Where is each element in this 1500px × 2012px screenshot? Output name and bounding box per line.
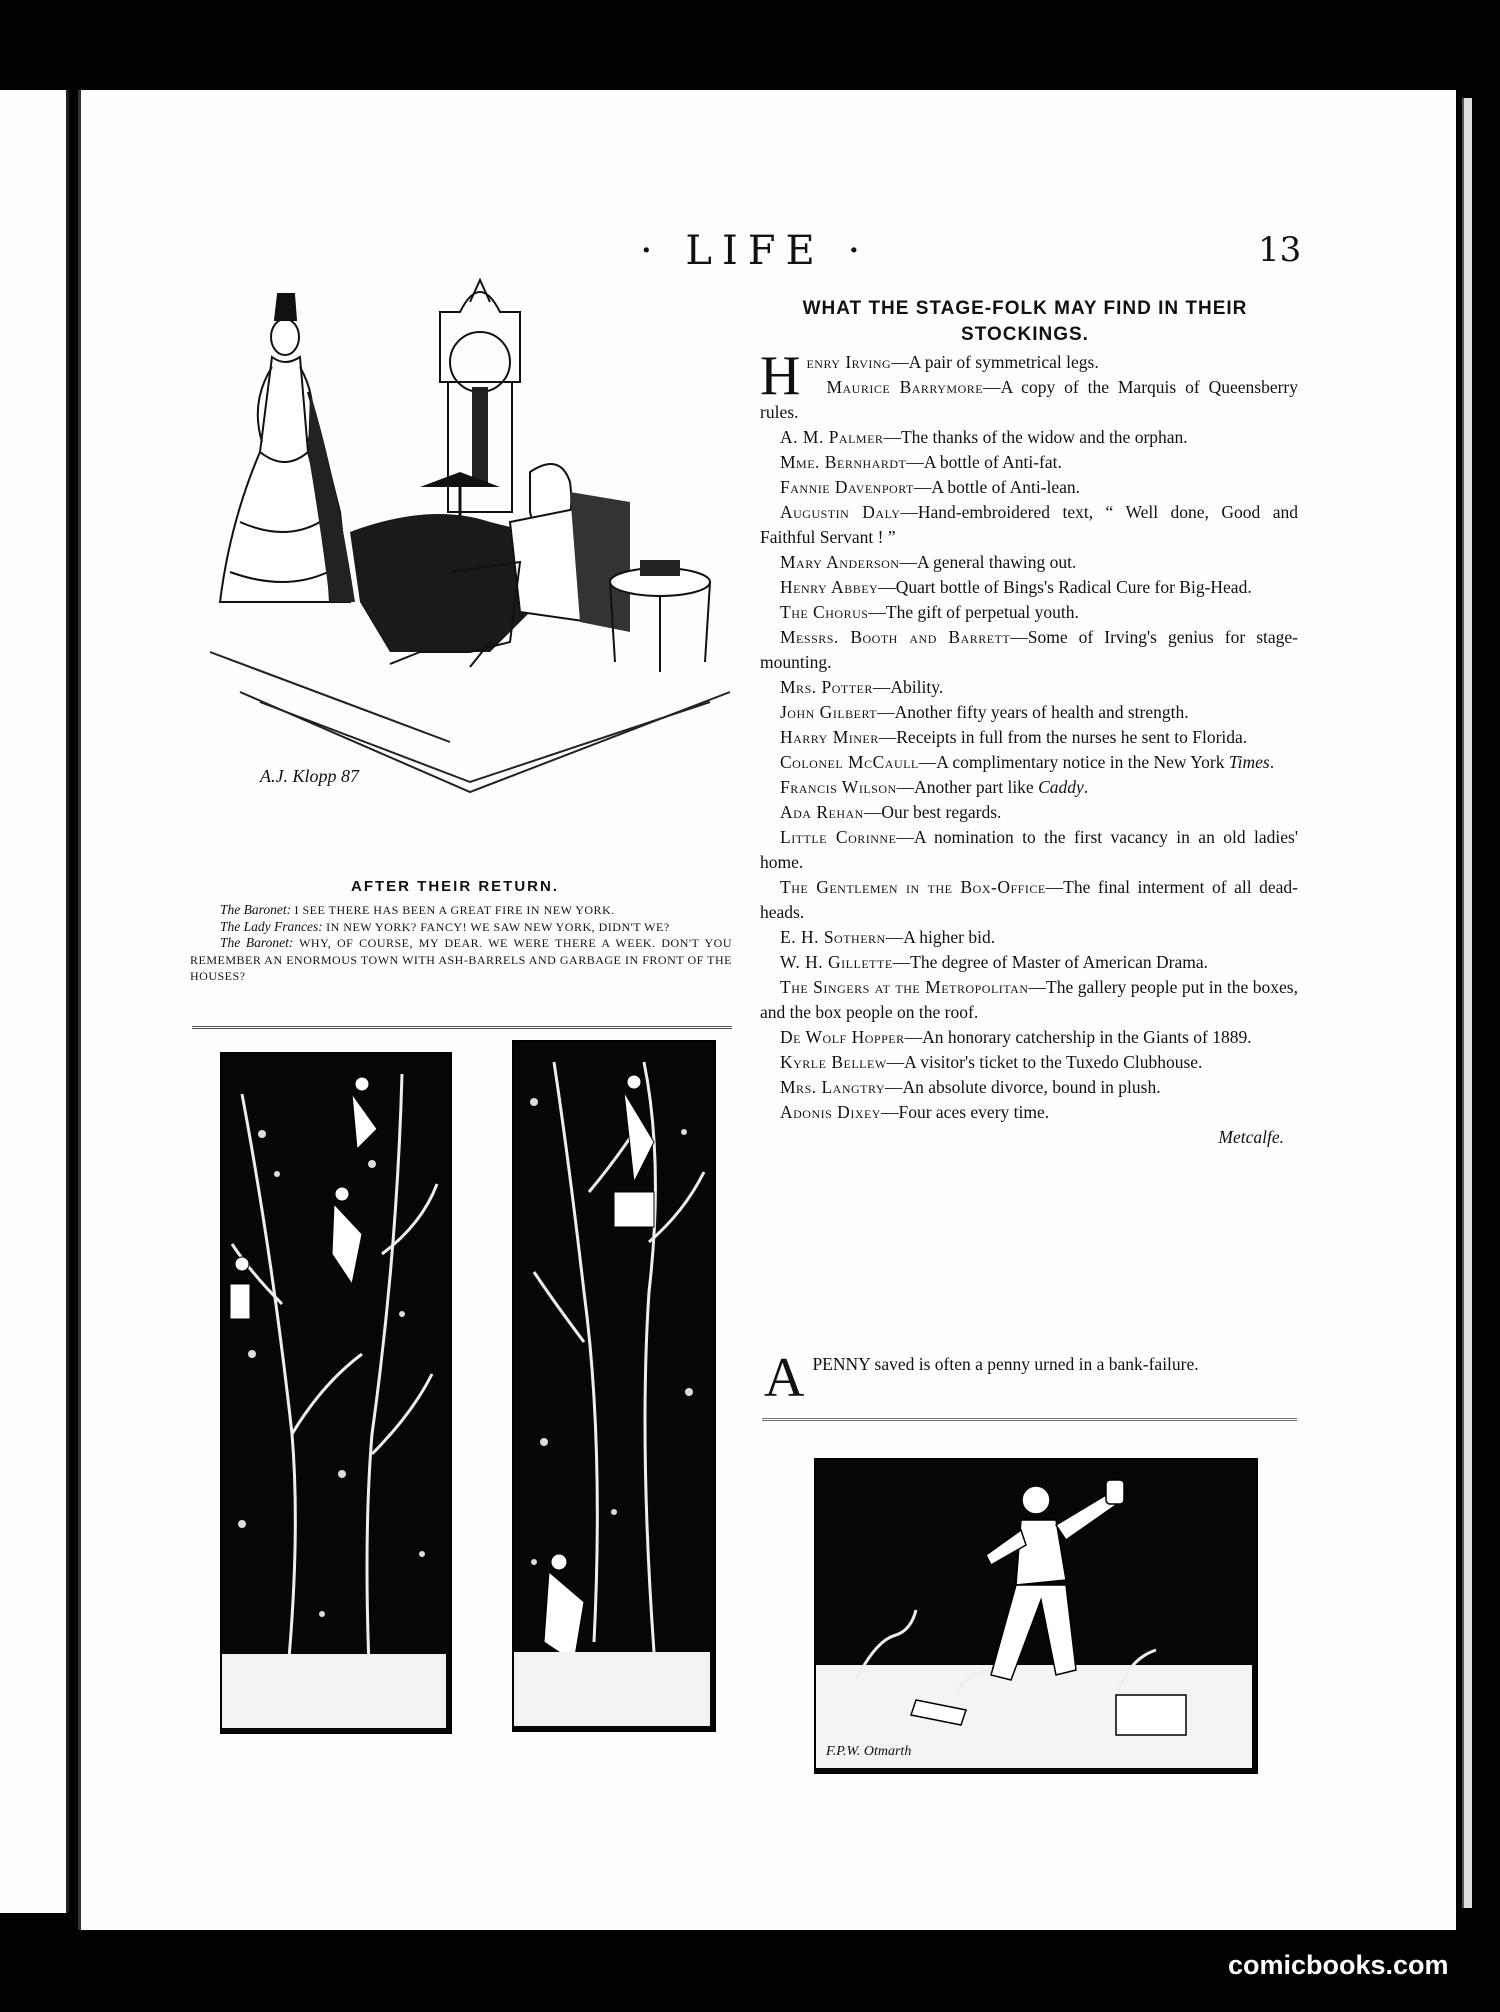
- article-entry: Kyrle Bellew—A visitor's ticket to the Tuxedo Clubhouse.: [780, 1052, 1203, 1072]
- article-entry: Colonel McCaull—A complimentary notice in the New York Times.: [780, 752, 1275, 772]
- article-entry: Little Corinne—A nomination to the first vacancy in an old ladies' home.: [760, 827, 1298, 872]
- dialogue-line-2: The Lady Frances: IN NEW YORK? FANCY! WE SAW NEW YORK, DIDN'T WE?: [220, 918, 670, 934]
- article-entry: Mme. Bernhardt—A bottle of Anti-fat.: [780, 452, 1062, 472]
- article-entry: Messrs. Booth and Barrett—Some of Irving's genius for stage-mounting.: [760, 627, 1298, 672]
- article-entry: John Gilbert—Another fifty years of health and strength.: [780, 702, 1189, 722]
- article-entry: The Chorus—The gift of perpetual youth.: [780, 602, 1079, 622]
- artist-signature: F.P.W. Otmarth: [826, 1744, 912, 1759]
- cartoon-caption-title: AFTER THEIR RETURN.: [351, 878, 559, 895]
- article-entry: Henry Abbey—Quart bottle of Bings's Radical Cure for Big-Head.: [780, 577, 1252, 597]
- article-entry: Ada Rehan—Our best regards.: [780, 802, 1002, 822]
- article-entry: The Singers at the Metropolitan—The gallery people put in the boxes, and the box people on the roof.: [760, 977, 1298, 1022]
- page-stack-edge: [1462, 98, 1472, 1908]
- masthead-title: · LIFE ·: [640, 228, 871, 274]
- article-entry: Harry Miner—Receipts in full from the nurses he sent to Florida.: [780, 727, 1248, 747]
- tree-climbers-panel: [220, 1052, 452, 1734]
- dancing-figure-panel: [814, 1458, 1258, 1774]
- article-entry: Adonis Dixey—Four aces every time.: [780, 1102, 1050, 1122]
- after-their-return-illustration: [190, 272, 750, 872]
- article-entry: A. M. Palmer—The thanks of the widow and the orphan.: [780, 427, 1188, 447]
- site-watermark: comicbooks.com: [1228, 1950, 1449, 1980]
- woodchopper-panel: [512, 1040, 716, 1732]
- article-entry: Fannie Davenport—A bottle of Anti-lean.: [780, 477, 1081, 497]
- article-entry: Mrs. Langtry—An absolute divorce, bound in plush.: [780, 1077, 1161, 1097]
- article-entry: Augustin Daly—Hand-embroidered text, “ Well done, Good and Faithful Servant ! ”: [760, 502, 1298, 547]
- article-title: WHAT THE STAGE-FOLK MAY FIND IN THEIR STOCKINGS.: [802, 298, 1248, 345]
- article-entry: Mrs. Potter—Ability.: [780, 677, 944, 697]
- entry-name: enry Irving: [806, 352, 892, 372]
- klopp-signature: A.J. Klopp 87: [260, 766, 359, 786]
- section-divider: [192, 1026, 732, 1029]
- page-number: 13: [1258, 230, 1302, 270]
- article-entry: The Gentlemen in the Box-Office—The final interment of all dead-heads.: [760, 877, 1298, 922]
- article-entry: Mary Anderson—A general thawing out.: [780, 552, 1077, 572]
- drop-cap: H: [760, 345, 801, 407]
- article-entry: E. H. Sothern—A higher bid.: [780, 927, 996, 947]
- article-entry: Henry Irving—A pair of symmetrical legs.: [760, 345, 1099, 407]
- dialogue-line-3: The Baronet: WHY, OF COURSE, MY DEAR. WE WERE THERE A WEEK. DON'T YOU REMEMBER AN ENORMOUS TOWN WITH ASH-BARRELS AND GARBAGE IN FRONT OF THE HOUSES?: [190, 935, 732, 983]
- dialogue-line-1: The Baronet: I SEE THERE HAS BEEN A GREAT FIRE IN NEW YORK.: [220, 902, 615, 917]
- article-entry: Maurice Barrymore—A copy of the Marquis of Queensberry rules.: [760, 377, 1298, 422]
- article-entry: De Wolf Hopper—An honorary catchership in the Giants of 1889.: [780, 1027, 1252, 1047]
- section-divider: [762, 1418, 1297, 1421]
- facing-page-edge: [0, 90, 69, 1913]
- stage-folk-article: [760, 345, 1298, 1150]
- drop-cap: A: [764, 1347, 805, 1409]
- cartoon-dialogue: [190, 902, 732, 985]
- penny-joke: [760, 1347, 1298, 1409]
- article-entry: W. H. Gillette—The degree of Master of American Drama.: [780, 952, 1209, 972]
- article-signature: Metcalfe.: [1218, 1127, 1284, 1147]
- penny-joke-text: PENNY saved is often a penny urned in a bank-failure.: [812, 1354, 1199, 1374]
- article-entry: Francis Wilson—Another part like Caddy.: [780, 777, 1089, 797]
